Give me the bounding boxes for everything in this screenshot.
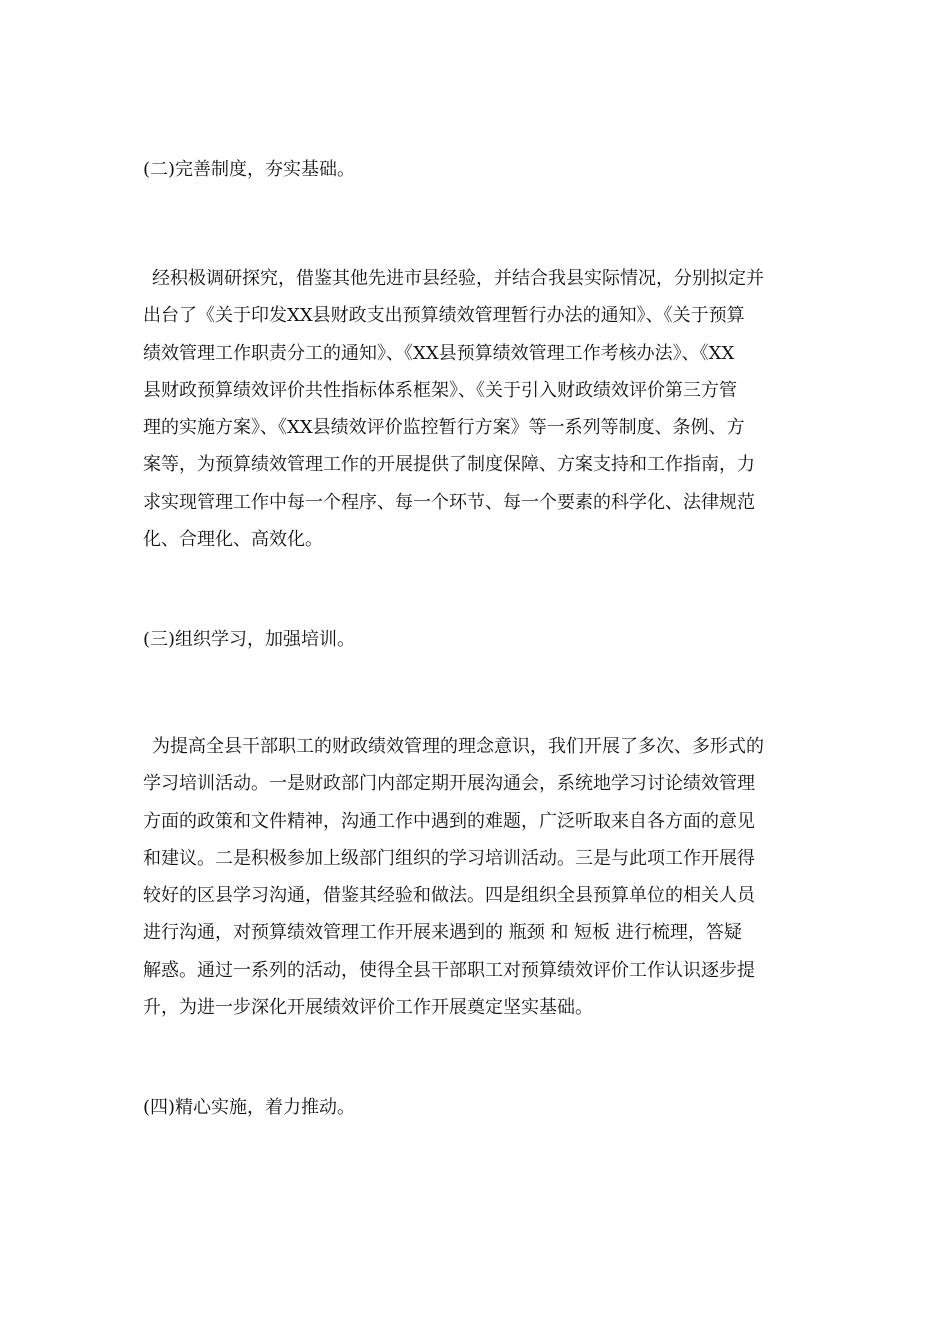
section-heading-3: (三)组织学习，加强培训。 bbox=[143, 629, 356, 650]
paragraph-line: 县财政预算绩效评价共性指标体系框架》、《关于引入财政绩效评价第三方管 bbox=[143, 379, 737, 401]
paragraph-line: 理的实施方案》、《XX县绩效评价监控暂行方案》等一系列等制度、条例、方 bbox=[143, 417, 745, 439]
section-paragraph-2 bbox=[143, 260, 808, 558]
section-heading-4: (四)精心实施，着力推动。 bbox=[143, 1097, 356, 1118]
paragraph-line: 进行沟通，对预算绩效管理工作开展来遇到的 瓶颈 和 短板 进行梳理，答疑 bbox=[143, 922, 742, 944]
paragraph-line: 和建议。二是积极参加上级部门组织的学习培训活动。三是与此项工作开展得 bbox=[143, 847, 755, 869]
paragraph-line: 出台了《关于印发XX县财政支出预算绩效管理暂行办法的通知》、《关于预算 bbox=[143, 305, 745, 327]
paragraph-line: 化、合理化、高效化。 bbox=[143, 529, 323, 551]
section-paragraph-3 bbox=[143, 728, 808, 1026]
paragraph-line: 解惑。通过一系列的活动，使得全县干部职工对预算绩效评价工作认识逐步提 bbox=[143, 959, 755, 981]
paragraph-line: 绩效管理工作职责分工的通知》、《XX县预算绩效管理工作考核办法》、《XX bbox=[143, 342, 735, 364]
paragraph-line: 学习培训活动。一是财政部门内部定期开展沟通会，系统地学习讨论绩效管理 bbox=[143, 773, 755, 795]
section-heading-2: (二)完善制度，夯实基础。 bbox=[143, 159, 356, 180]
paragraph-line: 方面的政策和文件精神，沟通工作中遇到的难题，广泛听取来自各方面的意见 bbox=[143, 810, 755, 832]
paragraph-line: 求实现管理工作中每一个程序、每一个环节、每一个要素的科学化、法律规范 bbox=[143, 491, 755, 513]
paragraph-line: 为提高全县干部职工的财政绩效管理的理念意识，我们开展了多次、多形式的 bbox=[152, 736, 764, 757]
paragraph-line: 经积极调研探究，借鉴其他先进市县经验，并结合我县实际情况，分别拟定并 bbox=[152, 268, 764, 289]
paragraph-line: 案等，为预算绩效管理工作的开展提供了制度保障、方案支持和工作指南，力 bbox=[143, 454, 755, 476]
paragraph-line: 升，为进一步深化开展绩效评价工作开展奠定坚实基础。 bbox=[143, 997, 593, 1019]
paragraph-line: 较好的区县学习沟通，借鉴其经验和做法。四是组织全县预算单位的相关人员 bbox=[143, 885, 755, 907]
